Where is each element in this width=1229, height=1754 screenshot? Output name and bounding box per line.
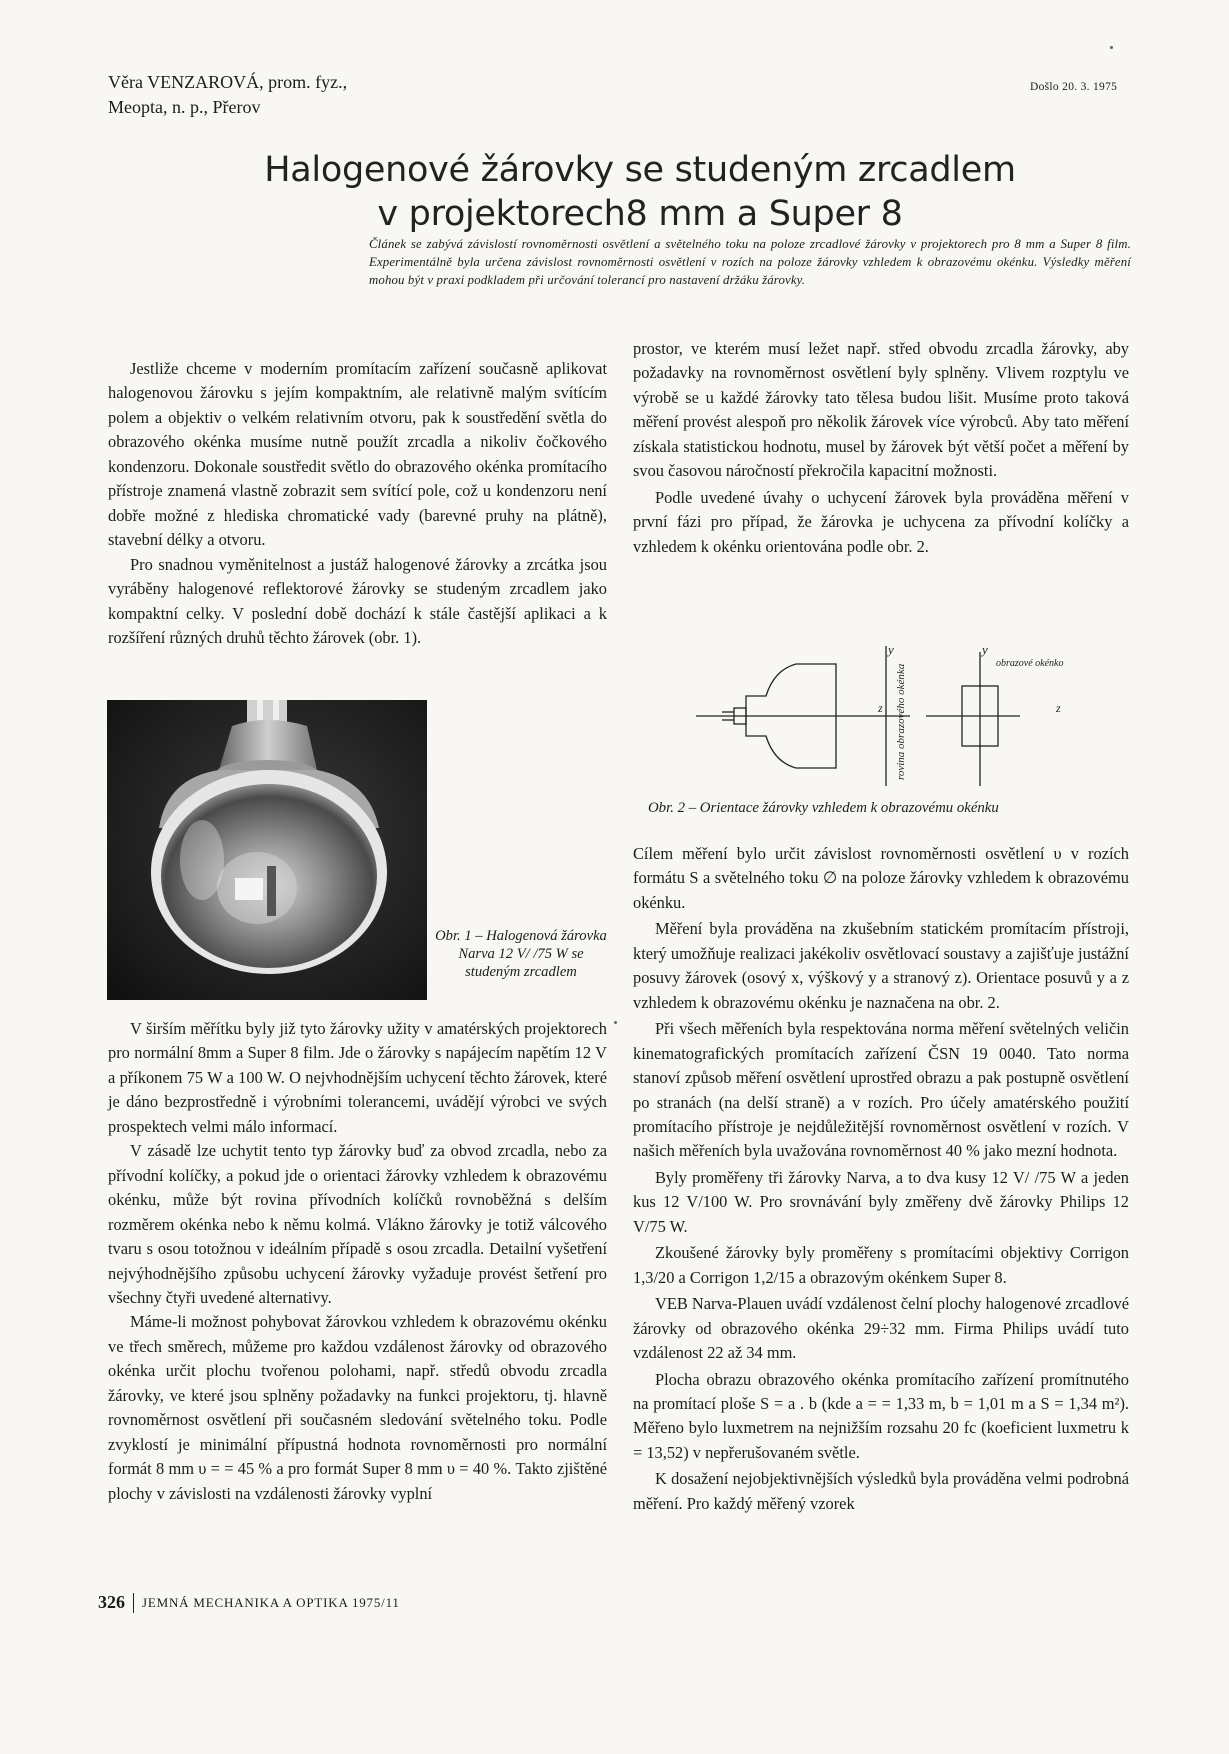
received-date: Došlo 20. 3. 1975 bbox=[1030, 81, 1118, 93]
label-z2: z bbox=[1056, 701, 1061, 715]
paragraph: Podle uvedené úvahy o uchycení žárovek byla prováděna měření v první fázi pro případ, že žárovka je uchycena za přívodní kolíčky a vzhledem k okénku orientována podle obr. 2. bbox=[633, 487, 1129, 556]
lamp-photo bbox=[107, 700, 427, 1000]
paragraph: Pro snadnou vyměnitelnost a justáž halogenové žárovky a zrcátka jsou vyráběny halogenové reflektorové žárovky se studeným zrcadlem jako kompaktní celky. V poslední době dochází k stále častější aplikaci a k rozšíření různých druhů těchto žárovek (obr. 1). bbox=[108, 554, 607, 647]
figure-2-caption: Obr. 2 – Orientace žárovky vzhledem k obrazovému okénku bbox=[648, 800, 999, 816]
journal-name: JEMNÁ MECHANIKA A OPTIKA 1975/11 bbox=[142, 1594, 400, 1610]
paragraph: V zásadě lze uchytit tento typ žárovky buď za obvod zrcadla, nebo za přívodní kolíčky, a pokud jde o orientaci žárovky vzhledem k obrazovému okénku, může být rovina přívodních kolíčků rovnoběžná s delším rozměrem okénka nebo k němu kolmá. Vlákno žárovky je totiž válcového tvaru s osou totožnou v ideálním případě s osou zrcadla. Detailní vyšetření nejvýhodnějšího způsobu uchycení žárovky vyžaduje provést šetření pro všechny čtyři uvedené alternativy. bbox=[108, 1141, 607, 1307]
column-2-top bbox=[633, 337, 1129, 559]
scan-speck bbox=[1110, 46, 1113, 49]
column-2-bottom bbox=[633, 842, 1129, 1516]
paragraph: K dosažení nejobjektivnějších výsledků byla prováděna velmi podrobná měření. Pro každý měřený vzorek bbox=[633, 1469, 1129, 1513]
label-window: obrazové okénko bbox=[996, 658, 1064, 669]
title-line-2: v projektorech8 mm a Super 8 bbox=[377, 194, 903, 234]
scan-speck bbox=[614, 1021, 617, 1024]
label-z1: z bbox=[878, 701, 883, 715]
label-y2: y bbox=[982, 642, 988, 657]
label-y1: y bbox=[888, 642, 894, 657]
paragraph: prostor, ve kterém musí ležet např. střed obvodu zrcadla žárovky, aby požadavky na rovnoměrnost osvětlení byly splněny. Vlivem rozptylu ve výrobě se u každé žárovky tato tělesa budou lišit. Musíme proto taková měření provést alespoň pro několik žárovek více výrobců. Aby tato měření získala statistickou hodnotu, musel by žárovek být větší počet a měření by svou časovou náročností překročila kapacitní možnosti. bbox=[633, 339, 1129, 481]
column-1-bottom bbox=[108, 1017, 607, 1506]
figure-2-diagram bbox=[690, 640, 1090, 790]
paragraph: Jestliže chceme v moderním promítacím zařízení současně aplikovat halogenovou žárovku s jejím kompaktním, ale relativně malým svítícím polem a objektiv o velkém relativním otvoru, pak k soustředění světla do obrazového okénka musíme nutně použít zrcadla a nikoliv čočkového kondenzoru. Dokonale soustředit světlo do obrazového okénka promítacího přístroje znamená vlastně zobrazit sem svítící pole, což u kondenzoru není dobře možné z hlediska chromatické vady (barevné pruhy na plátně), stavební délky a otvoru. bbox=[108, 359, 607, 550]
author-name: Věra VENZAROVÁ, prom. fyz., bbox=[108, 72, 348, 92]
page-footer bbox=[98, 1592, 400, 1613]
figure-1-caption: Obr. 1 – Halogenová žárovka Narva 12 V/ /75 W se studeným zrcadlem bbox=[435, 928, 607, 980]
paragraph: Máme-li možnost pohybovat žárovkou vzhledem k obrazovému okénku ve třech směrech, můžeme pro každou vzdálenost žárovky od obrazového okénka určit plochu tvořenou polohami, např. středů obvodu zrcadla žárovky, ve které jsou splněny požadavky na funkci projektoru, tj. hlavně rovnoměrnost osvětlení při současném sledování světelného toku. Podle zvyklostí je minimální přípustná hodnota rovnoměrnosti pro normální formát 8 mm υ = = 45 % a pro formát Super 8 mm υ = 40 %. Takto zjištěné plochy v závislosti na vzdálenosti žárovky vyplní bbox=[108, 1312, 607, 1503]
title-line-1: Halogenové žárovky se studeným zrcadlem bbox=[264, 150, 1016, 190]
footer-divider bbox=[133, 1593, 134, 1613]
paragraph: Zkoušené žárovky byly proměřeny s promítacími objektivy Corrigon 1,3/20 a Corrigon 1,2/15 a obrazovým okénkem Super 8. bbox=[633, 1243, 1129, 1287]
article-title bbox=[160, 148, 1120, 236]
paragraph: Byly proměřeny tři žárovky Narva, a to dva kusy 12 V/ /75 W a jeden kus 12 V/100 W. Pro srovnávání byly změřeny dvě žárovky Philips 12 V/75 W. bbox=[633, 1167, 1129, 1236]
orientation-diagram bbox=[690, 640, 1090, 790]
paragraph: VEB Narva-Plauen uvádí vzdálenost čelní plochy halogenové zrcadlové žárovky od obrazového okénka 29÷32 mm. Firma Philips uvádí tuto vzdálenost 22 až 34 mm. bbox=[633, 1294, 1129, 1363]
page-number: 326 bbox=[98, 1592, 125, 1612]
author-affiliation: Meopta, n. p., Přerov bbox=[108, 97, 261, 117]
paragraph: Při všech měřeních byla respektována norma měření světelných veličin kinematografických promítacích zařízení ČSN 19 0040. Tato norma stanoví způsob měření osvětlení uprostřed obrazu a pak postupně osvětlení po stranách (na delší straně) a v rozích. Pro účely amatérského použití promítacího přístroje je nejdůležitější rovnoměrnost osvětlení v rozích. V našich měřeních byla uvažována rovnoměrnost 40 % jako mezní hodnota. bbox=[633, 1019, 1129, 1161]
paragraph: Plocha obrazu obrazového okénka promítacího zařízení promítnutého na promítací ploše S = a . b (kde a = = 1,33 m, b = 1,01 m a S = 1,34 m²). Měřeno bylo luxmetrem na nejnižším rozsahu 20 fc (koeficient luxmetru k = 13,52) v nepřerušovaném světle. bbox=[633, 1369, 1129, 1462]
halogen-lamp-image bbox=[107, 700, 427, 1000]
author-block bbox=[108, 70, 347, 120]
paragraph: Cílem měření bylo určit závislost rovnoměrnosti osvětlení υ v rozích formátu S a světelného toku ∅ na poloze žárovky vzhledem k obrazovému okénku. bbox=[633, 844, 1129, 912]
column-1-top bbox=[108, 357, 607, 650]
abstract: Článek se zabývá závislostí rovnoměrnosti osvětlení a světelného toku na poloze zrcadlové žárovky v projektorech pro 8 mm a Super 8 film. Experimentálně byla určena závislost rovnoměrnosti osvětlení v rozích na poloze žárovky vzhledem k obrazovému okénku. Výsledky měření mohou být v praxi podkladem při určování tolerancí pro nastavení držáku žárovky. bbox=[369, 237, 1131, 287]
label-window-plane: rovina obrazového okénka bbox=[895, 663, 907, 780]
paragraph: Měření byla prováděna na zkušebním statickém promítacím přístroji, který umožňuje realizaci jakékoliv osvětlovací soustavy a zajišťuje justážní posuvy žárovek (osový x, výškový y a stranový z). Orientace posuvů y a z vzhledem k obrazovému okénku je naznačena na obr. 2. bbox=[633, 919, 1129, 1012]
paragraph: V širším měřítku byly již tyto žárovky užity v amatérských projektorech pro normální 8mm a Super 8 film. Jde o žárovky s napájecím napětím 12 V a příkonem 75 W a 100 W. O nejvhodnějším uchycení těchto žárovek, které je dáno bezprostředně i výrobními tolerancemi, uvádějí výrobci ve svých prospektech velmi málo informací. bbox=[108, 1019, 607, 1136]
